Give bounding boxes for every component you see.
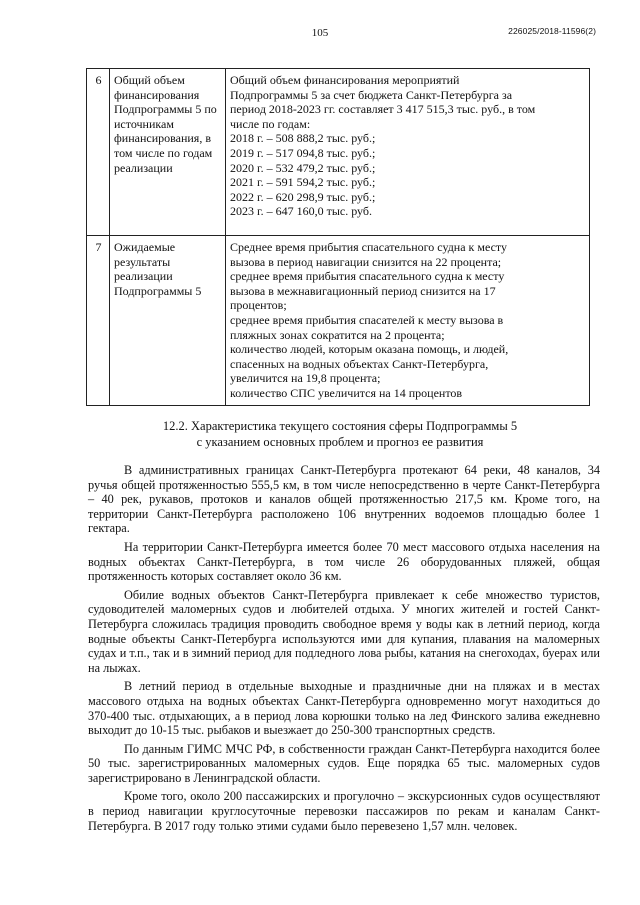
content-line: Подпрограммы 5 за счет бюджета Санкт-Петербурга за — [230, 87, 513, 102]
section-heading-line: 12.2. Характеристика текущего состояния сферы Подпрограммы 5 — [162, 419, 518, 433]
content-line: 2021 г. – 591 594,2 тыс. руб.; — [230, 175, 376, 190]
content-line: пляжных зонах сократится на 2 процента; — [230, 327, 445, 342]
content-line: среднее время прибытия спасателей к месту вызова в — [230, 312, 504, 327]
document-id: 226025/2018-11596(2) — [508, 26, 596, 36]
row-number: 6 — [87, 69, 110, 236]
content-line: 2020 г. – 532 479,2 тыс. руб.; — [230, 160, 376, 175]
content-line: Среднее время прибытия спасательного судна к месту — [230, 240, 508, 254]
content-line: вызова в период навигации снизится на 22 процента; — [230, 254, 502, 269]
content-line: числе по годам: — [230, 116, 311, 131]
content-line: спасенных на водных объектах Санкт-Петербурга, — [230, 356, 489, 371]
row-content — [226, 236, 590, 406]
content-line: 2018 г. – 508 888,2 тыс. руб.; — [230, 131, 376, 146]
content-line: увеличится на 19,8 процента; — [230, 371, 381, 386]
content-line: 2023 г. – 647 160,0 тыс. руб. — [230, 204, 372, 219]
paragraph: По данным ГИМС МЧС РФ, в собственности граждан Санкт-Петербурга находится более 50 тыс. зарегистрированных маломерных судов. Еще порядка 65 тыс. маломерных судов зарегистрировано в Ленинградской области. — [88, 741, 600, 785]
content-line: 2019 г. – 517 094,8 тыс. руб.; — [230, 145, 376, 160]
content-line: период 2018-2023 гг. составляет 3 417 515,3 тыс. руб., в том — [230, 102, 536, 117]
content-line: количество людей, которым оказана помощь, и людей, — [230, 342, 509, 357]
table-row — [87, 69, 590, 236]
row-label: Общий объем финансирования Подпрограммы 5 по источникам финансирования, в том числе по годам реализации — [110, 69, 226, 236]
paragraph: В летний период в отдельные выходные и праздничные дни на пляжах и в местах массового отдыха на водных объектах Санкт-Петербурга одновременно могут находиться до 370-400 тыс. отдыхающих, а в период лова корюшки только на лед Финского залива ежедневно выходит до 10-15 тыс. рыбаков и выезжает до 250-300 транспортных средств. — [88, 679, 600, 738]
content-line: процентов; — [230, 298, 287, 313]
row-label: Ожидаемые результаты реализации Подпрограммы 5 — [110, 236, 226, 406]
content-line: 2022 г. – 620 298,9 тыс. руб.; — [230, 189, 376, 204]
table-row — [87, 236, 590, 406]
content-line: Общий объем финансирования мероприятий — [230, 73, 460, 87]
passport-table — [86, 68, 590, 406]
paragraph: Кроме того, около 200 пассажирских и прогулочно – экскурсионных судов осуществляют в период навигации круглосуточные перевозки пассажиров по рекам и каналам Санкт-Петербурга. В 2017 году только этими судами было перевезено 1,57 млн. человек. — [88, 789, 600, 833]
paragraph: Обилие водных объектов Санкт-Петербурга привлекает к себе множество туристов, судоводителей маломерных судов и любителей отдыха. У многих жителей и гостей Санкт-Петербурга сложилась традиция проводить свободное время у воды как в летний период, когда водные объекты Санкт-Петербурга используются ими для купания, плавания на маломерных судах и т.п., так и в зимний период для подледного лова рыбы, катания на снегоходах, буерах или на лыжах. — [88, 587, 600, 675]
row-number: 7 — [87, 236, 110, 406]
row-content — [226, 69, 590, 236]
paragraph: В административных границах Санкт-Петербурга протекают 64 реки, 48 каналов, 34 ручья общей протяженностью 555,5 км, в том числе непосредственно в черте Санкт-Петербурга – 40 рек, рукавов, протоков и каналов общей протяженностью 217,5 км. Кроме того, на территории Санкт-Петербурга расположено 106 внутренних водоемов площадью более 1 гектара. — [88, 463, 600, 536]
content-line: количество СПС увеличится на 14 процентов — [230, 385, 463, 400]
page-number: 105 — [311, 27, 329, 39]
content-line: среднее время прибытия спасательного судна к месту — [230, 269, 505, 284]
paragraph: На территории Санкт-Петербурга имеется более 70 мест массового отдыха населения на водных объектах Санкт-Петербурга, в том числе 26 оборудованных пляжей, общая протяженность которых составляет около 36 км. — [88, 539, 600, 584]
section-heading-line: с указанием основных проблем и прогноз ее развития — [196, 434, 484, 449]
content-line: вызова в межнавигационный период снизится на 17 — [230, 283, 496, 298]
section-heading — [80, 419, 600, 450]
section-body — [88, 463, 600, 837]
